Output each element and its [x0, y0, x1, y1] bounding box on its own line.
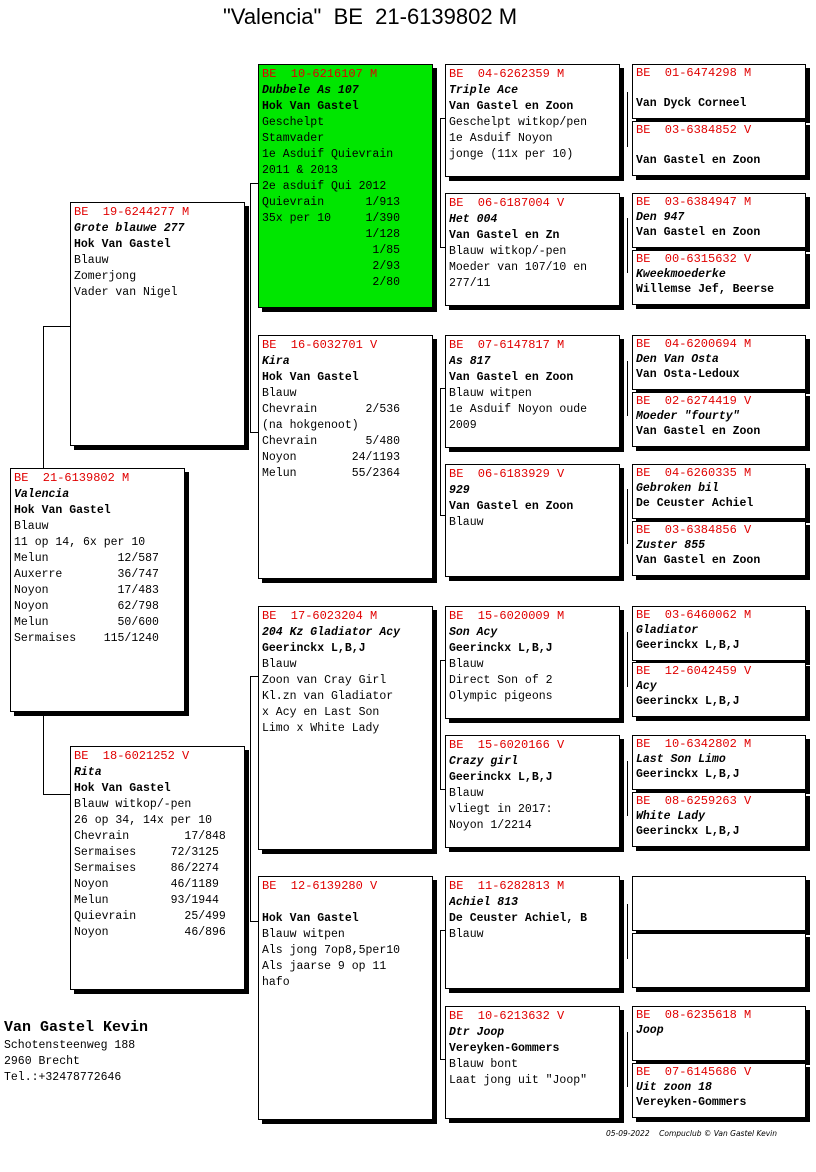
pigeon-info-line: 277/11: [449, 277, 491, 290]
pigeon-info-line: Noyon 17/483: [14, 584, 159, 597]
breeder-name: Van Gastel en Zoon: [636, 154, 761, 167]
pigeon-info-line: Geschelpt witkop/pen: [449, 116, 588, 129]
pedigree-card-gen4[interactable]: [445, 64, 620, 177]
pigeon-info-line: Blauw: [262, 387, 297, 400]
ring-number: BE 02-6274419 V: [636, 394, 752, 408]
pigeon-name: Het 004: [449, 213, 498, 226]
connector: [43, 326, 71, 327]
pigeon-info-line: 1/128: [262, 228, 401, 241]
pigeon-info-line: 1/85: [262, 244, 401, 257]
pigeon-name: Gladiator: [636, 624, 699, 637]
pigeon-info-line: x Acy en Last Son: [262, 706, 380, 719]
pigeon-info-line: Blauw witpen: [449, 387, 532, 400]
connector: [250, 432, 258, 433]
pedigree-card-gen5[interactable]: [632, 933, 806, 988]
pedigree-card-gen5[interactable]: [632, 792, 806, 847]
pigeon-name: Kira: [262, 355, 290, 368]
ring-number: BE 03-6384947 M: [636, 195, 752, 209]
pigeon-name: Joop: [636, 1024, 664, 1037]
pedigree-card-gen4[interactable]: [445, 464, 620, 577]
pigeon-info-line: Vader van Nigel: [74, 286, 178, 299]
ring-number: BE 00-6315632 V: [636, 252, 752, 266]
pigeon-info-line: Blauw: [449, 787, 484, 800]
pigeon-info-line: Blauw: [449, 516, 484, 529]
connector: [627, 1032, 628, 1087]
pedigree-card-gen5[interactable]: [632, 876, 806, 931]
ring-number: BE 15-6020166 V: [449, 738, 565, 752]
pigeon-info-line: Melun 93/1944: [74, 894, 219, 907]
owner-name: Van Gastel Kevin: [4, 1019, 149, 1036]
owner-address-line: 2960 Brecht: [4, 1055, 80, 1068]
connector: [627, 92, 628, 147]
pigeon-name: Dtr Joop: [449, 1026, 505, 1039]
pigeon-name: 929: [449, 484, 470, 497]
pigeon-info-line: Als jong 7op8,5per10: [262, 944, 401, 957]
pigeon-info-line: Noyon 1/2214: [449, 819, 532, 832]
pigeon-info-line: hafo: [262, 976, 290, 989]
connector: [43, 712, 44, 794]
pigeon-info-line: 2/93: [262, 260, 401, 273]
breeder-name: Hok Van Gastel: [262, 371, 359, 384]
pedigree-card-dam[interactable]: [70, 746, 245, 990]
breeder-name: Geerinckx L,B,J: [636, 639, 740, 652]
ring-number: BE 12-6042459 V: [636, 664, 752, 678]
pigeon-info-line: 35x per 10 1/390: [262, 212, 401, 225]
connector: [627, 904, 628, 959]
breeder-name: Vereyken-Gommers: [636, 1096, 747, 1109]
pedigree-card-gen5[interactable]: [632, 64, 806, 119]
breeder-name: Van Dyck Corneel: [636, 97, 747, 110]
pigeon-info-line: 1e Asduif Noyon: [449, 132, 553, 145]
pigeon-info-line: Blauw: [262, 658, 297, 671]
pedigree-card-dam-dam[interactable]: [258, 876, 433, 1120]
pigeon-info-line: Auxerre 36/747: [14, 568, 159, 581]
pigeon-name: [262, 895, 429, 911]
pigeon-name: Den 947: [636, 211, 685, 224]
pedigree-card-gen5[interactable]: [632, 121, 806, 176]
breeder-name: Geerinckx L,B,J: [636, 768, 740, 781]
pedigree-card-sire-sire[interactable]: [258, 64, 433, 308]
pigeon-info-line: Melun 55/2364: [262, 467, 401, 480]
ring-number: BE 10-6216107 M: [262, 67, 378, 81]
pigeon-name: Son Acy: [449, 626, 498, 639]
pedigree-card-gen4[interactable]: [445, 606, 620, 719]
pigeon-name: Achiel 813: [449, 896, 519, 909]
ring-number: BE 12-6139280 V: [262, 879, 378, 893]
pedigree-card-gen5[interactable]: [632, 193, 806, 248]
breeder-name: De Ceuster Achiel: [636, 497, 754, 510]
ring-number: BE 06-6187004 V: [449, 196, 565, 210]
breeder-name: Hok Van Gastel: [74, 238, 171, 251]
connector: [627, 218, 628, 273]
pigeon-name: Moeder "fourty": [636, 410, 740, 423]
pigeon-name: Den Van Osta: [636, 353, 719, 366]
connector: [627, 761, 628, 816]
pigeon-info-line: Olympic pigeons: [449, 690, 553, 703]
pigeon-info-line: Blauw: [449, 928, 484, 941]
breeder-name: Geerinckx L,B,J: [636, 695, 740, 708]
pigeon-info-line: 26 op 34, 14x per 10: [74, 814, 213, 827]
pedigree-card-gen4[interactable]: [445, 735, 620, 848]
pigeon-name: 204 Kz Gladiator Acy: [262, 626, 401, 639]
pigeon-info-line: Direct Son of 2: [449, 674, 553, 687]
owner-address-line: Schotensteenweg 188: [4, 1039, 136, 1052]
ring-number: BE 03-6384852 V: [636, 123, 752, 137]
pigeon-info-line: Geschelpt: [262, 116, 325, 129]
breeder-name: Hok Van Gastel: [14, 504, 111, 517]
pedigree-card-gen5[interactable]: [632, 606, 806, 661]
pigeon-info-line: Blauw: [449, 658, 484, 671]
breeder-name: Hok Van Gastel: [74, 782, 171, 795]
ring-number: BE 16-6032701 V: [262, 338, 378, 352]
ring-number: BE 07-6147817 M: [449, 338, 565, 352]
pedigree-card-gen5[interactable]: [632, 1063, 806, 1118]
pigeon-name: Last Son Limo: [636, 753, 726, 766]
pigeon-info-line: vliegt in 2017:: [449, 803, 553, 816]
breeder-name: Van Gastel en Zoon: [636, 554, 761, 567]
breeder-name: Willemse Jef, Beerse: [636, 283, 775, 296]
breeder-name: Geerinckx L,B,J: [449, 771, 553, 784]
pigeon-info-line: Blauw witpen: [262, 928, 345, 941]
breeder-name: Geerinckx L,B,J: [449, 642, 553, 655]
pedigree-card-gen5[interactable]: [632, 521, 806, 576]
pigeon-info-line: Sermaises 72/3125: [74, 846, 219, 859]
pigeon-name: As 817: [449, 355, 491, 368]
pedigree-card-gen5[interactable]: [632, 392, 806, 447]
connector: [440, 930, 441, 1060]
pigeon-name: White Lady: [636, 810, 706, 823]
pedigree-card-gen4[interactable]: [445, 193, 620, 306]
pigeon-info-line: Melun 50/600: [14, 616, 159, 629]
pigeon-info-line: Noyon 24/1193: [262, 451, 401, 464]
ring-number: BE 04-6200694 M: [636, 337, 752, 351]
connector: [250, 921, 258, 922]
connector: [250, 676, 258, 677]
pedigree-card-gen5[interactable]: [632, 250, 806, 305]
pigeon-name: Acy: [636, 680, 657, 693]
breeder-name: Geerinckx L,B,J: [262, 642, 366, 655]
pedigree-card-sire[interactable]: [70, 202, 245, 446]
pigeon-info-line: 2009: [449, 419, 477, 432]
breeder-name: Hok Van Gastel: [262, 100, 359, 113]
connector: [627, 632, 628, 687]
pigeon-info-line: 11 op 14, 6x per 10: [14, 536, 146, 549]
pigeon-name: Rita: [74, 766, 102, 779]
breeder-name: Van Osta-Ledoux: [636, 368, 740, 381]
pigeon-info-line: Blauw witkop/-pen: [74, 798, 192, 811]
pigeon-info-line: 2011 & 2013: [262, 164, 338, 177]
pigeon-info-line: 2/80: [262, 276, 401, 289]
pigeon-info-line: jonge (11x per 10): [449, 148, 574, 161]
footer-credit: 05-09-2022 Compuclub © Van Gastel Kevin: [606, 1129, 778, 1138]
connector: [440, 388, 441, 516]
pigeon-name: Grote blauwe 277: [74, 222, 185, 235]
pigeon-info-line: Chevrain 2/536: [262, 403, 401, 416]
pigeon-name: [636, 81, 802, 96]
pigeon-name: Kweekmoederke: [636, 268, 726, 281]
pigeon-info-line: Blauw: [74, 254, 109, 267]
pigeon-info-line: 1e Asduif Quievrain: [262, 148, 394, 161]
connector: [250, 676, 251, 922]
owner-block: [4, 1018, 148, 1086]
ring-number: BE 03-6384856 V: [636, 523, 752, 537]
ring-number: BE 10-6342802 M: [636, 737, 752, 751]
pigeon-info-line: Stamvader: [262, 132, 325, 145]
pigeon-info-line: Quievrain 1/913: [262, 196, 401, 209]
pigeon-name: Dubbele As 107: [262, 84, 359, 97]
ring-number: BE 10-6213632 V: [449, 1009, 565, 1023]
breeder-name: Van Gastel en Zoon: [449, 500, 574, 513]
breeder-name: De Ceuster Achiel, B: [449, 912, 588, 925]
breeder-name: Van Gastel en Zoon: [636, 226, 761, 239]
pigeon-info-line: Noyon 46/1189: [74, 878, 219, 891]
pigeon-info-line: Blauw bont: [449, 1058, 519, 1071]
breeder-name: Van Gastel en Zoon: [449, 371, 574, 384]
ring-number: BE 03-6460062 M: [636, 608, 752, 622]
pigeon-info-line: Zomerjong: [74, 270, 137, 283]
pigeon-info-line: Noyon 46/896: [74, 926, 226, 939]
ring-number: BE 18-6021252 V: [74, 749, 190, 763]
pigeon-info-line: 2e asduif Qui 2012: [262, 180, 387, 193]
ring-number: BE 07-6145686 V: [636, 1065, 752, 1079]
breeder-name: Van Gastel en Zoon: [449, 100, 574, 113]
pedigree-card-gen4[interactable]: [445, 876, 620, 989]
connector: [43, 326, 44, 468]
ring-number: BE 17-6023204 M: [262, 609, 378, 623]
ring-number: BE 21-6139802 M: [14, 471, 130, 485]
page-title: "Valencia" BE 21-6139802 M: [222, 4, 518, 29]
breeder-name: Hok Van Gastel: [262, 912, 359, 925]
pigeon-info-line: Laat jong uit "Joop": [449, 1074, 588, 1087]
ring-number: BE 08-6235618 M: [636, 1008, 752, 1022]
pigeon-info-line: Noyon 62/798: [14, 600, 159, 613]
pigeon-info-line: Melun 12/587: [14, 552, 159, 565]
pigeon-info-line: Chevrain 17/848: [74, 830, 226, 843]
pigeon-info-line: Sermaises 86/2274: [74, 862, 219, 875]
pigeon-info-line: Moeder van 107/10 en: [449, 261, 588, 274]
pigeon-name: Triple Ace: [449, 84, 519, 97]
pigeon-info-line: Sermaises 115/1240: [14, 632, 159, 645]
pigeon-name: Valencia: [14, 488, 70, 501]
ring-number: BE 04-6260335 M: [636, 466, 752, 480]
connector: [627, 489, 628, 544]
pigeon-name: Crazy girl: [449, 755, 519, 768]
connector: [627, 361, 628, 416]
pigeon-name: [636, 138, 802, 153]
breeder-name: Vereyken-Gommers: [449, 1042, 560, 1055]
pedigree-card-gen5[interactable]: [632, 662, 806, 717]
breeder-name: Geerinckx L,B,J: [636, 825, 740, 838]
pigeon-info-line: Quievrain 25/499: [74, 910, 226, 923]
pigeon-info-line: Zoon van Cray Girl: [262, 674, 387, 687]
connector: [250, 183, 258, 184]
ring-number: BE 08-6259263 V: [636, 794, 752, 808]
pigeon-info-line: Blauw witkop/-pen: [449, 245, 567, 258]
pedigree-card-gen5[interactable]: [632, 335, 806, 390]
connector: [440, 660, 441, 790]
pedigree-card-subject[interactable]: [10, 468, 185, 712]
pigeon-info-line: Kl.zn van Gladiator: [262, 690, 394, 703]
pedigree-card-sire-dam[interactable]: [258, 335, 433, 579]
connector: [440, 118, 441, 248]
pigeon-info-line: Blauw: [14, 520, 49, 533]
pigeon-name: Zuster 855: [636, 539, 706, 552]
pedigree-card-dam-sire[interactable]: [258, 606, 433, 850]
owner-phone: Tel.:+32478772646: [4, 1071, 122, 1084]
pigeon-info-line: Als jaarse 9 op 11: [262, 960, 387, 973]
pigeon-name: Uit zoon 18: [636, 1081, 712, 1094]
ring-number: BE 15-6020009 M: [449, 609, 565, 623]
breeder-name: Van Gastel en Zoon: [636, 425, 761, 438]
pigeon-info-line: 1e Asduif Noyon oude: [449, 403, 588, 416]
ring-number: BE 04-6262359 M: [449, 67, 565, 81]
pigeon-info-line: Limo x White Lady: [262, 722, 380, 735]
pedigree-card-gen4[interactable]: [445, 335, 620, 448]
ring-number: BE 19-6244277 M: [74, 205, 190, 219]
pedigree-card-gen4[interactable]: [445, 1006, 620, 1119]
breeder-name: Van Gastel en Zn: [449, 229, 560, 242]
connector: [43, 794, 71, 795]
ring-number: BE 06-6183929 V: [449, 467, 565, 481]
pedigree-card-gen5[interactable]: [632, 464, 806, 519]
pigeon-info-line: Chevrain 5/480: [262, 435, 401, 448]
connector: [250, 183, 251, 433]
pigeon-name: Gebroken bil: [636, 482, 719, 495]
pigeon-info-line: (na hokgenoot): [262, 419, 359, 432]
pedigree-card-gen5[interactable]: [632, 735, 806, 790]
ring-number: BE 11-6282813 M: [449, 879, 565, 893]
pedigree-card-gen5[interactable]: [632, 1006, 806, 1061]
ring-number: BE 01-6474298 M: [636, 66, 752, 80]
